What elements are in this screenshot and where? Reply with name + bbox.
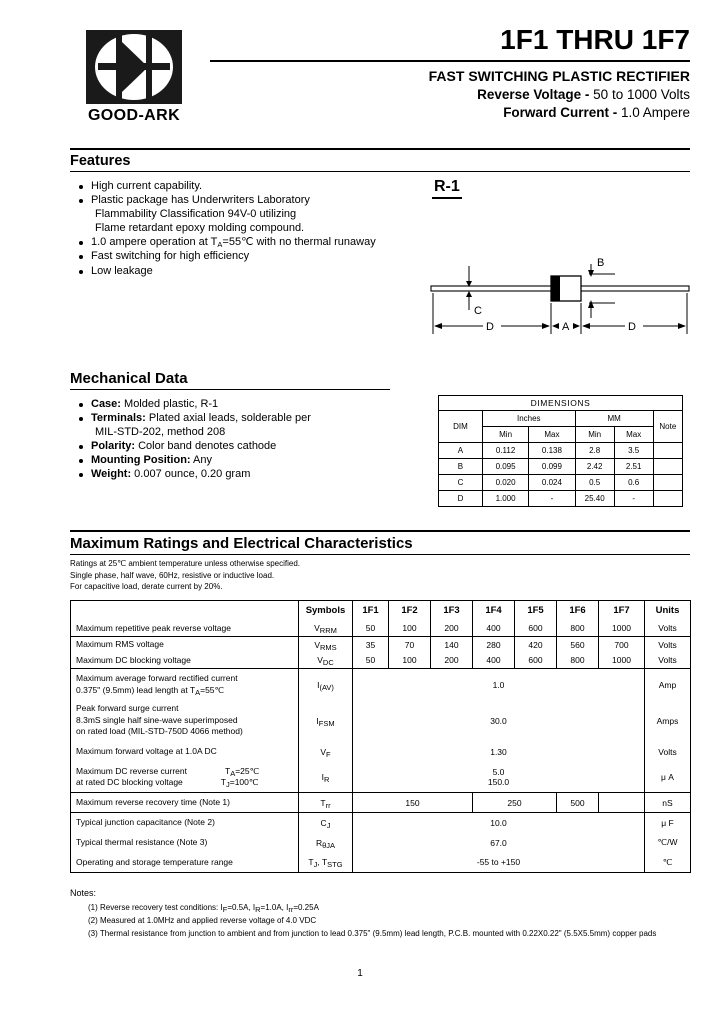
rating-units: Volts — [645, 741, 691, 763]
rating-value-trr-b: 250 — [473, 793, 557, 813]
company-logo — [78, 30, 190, 125]
dim-in-min: 0.095 — [482, 459, 528, 475]
r1-package-svg — [425, 248, 695, 338]
inches-min-header: Min — [482, 427, 528, 443]
dim-name: C — [439, 475, 483, 491]
rating-desc: Maximum reverse recovery time (Note 1) — [71, 793, 299, 813]
dimensions-table — [438, 395, 683, 507]
package-label: R-1 — [432, 178, 462, 199]
mech-label: Case: — [91, 398, 121, 410]
rating-units: μ F — [645, 813, 691, 833]
rating-desc: Typical junction capacitance (Note 2) — [71, 813, 299, 833]
rating-symbol: $I_{(AV)}$ — [299, 669, 353, 701]
rating-value: 1000 — [599, 653, 645, 669]
rating-units: Volts — [645, 653, 691, 669]
mechanical-section — [70, 370, 390, 390]
mm-col-header: MM — [575, 411, 653, 427]
mech-value: Any — [190, 454, 212, 467]
feature-text: High current capability. — [91, 180, 203, 192]
ratings-conditions — [70, 558, 690, 593]
note-item: (3) Thermal resistance from junction to ambient and from junction to lead 0.375" (9.5mm) lead length, P.C.B. mounted with 0.22X0.22" (5.5X5.5mm) copper pads — [88, 929, 657, 938]
list-item — [78, 236, 408, 250]
rating-value: 1.30 — [353, 741, 645, 763]
product-subtitle: FAST SWITCHING PLASTIC RECTIFIER — [428, 68, 690, 84]
forward-current-line — [210, 104, 690, 122]
rating-symbol: $R_{\theta JA}$ — [299, 833, 353, 853]
table-row — [71, 637, 691, 653]
rating-value-100c: 150.0 — [487, 777, 510, 788]
list-item — [78, 265, 408, 279]
rating-symbol: $I_R$ — [299, 763, 353, 793]
rating-value: 400 — [473, 653, 515, 669]
rating-desc: Maximum RMS voltage — [71, 637, 299, 653]
ratings-heading: Maximum Ratings and Electrical Characteristics — [70, 535, 413, 552]
svg-text:A: A — [562, 321, 570, 333]
symbols-header: Symbols — [299, 601, 353, 621]
mechanical-heading: Mechanical Data — [70, 370, 188, 387]
rating-units: ℃/W — [645, 833, 691, 853]
rating-desc: Maximum average forward rectified current 0.375" (9.5mm) lead length at $T_A=55℃$ — [71, 669, 299, 701]
ratings-table — [70, 600, 691, 873]
list-item — [78, 250, 408, 264]
rating-desc-line2: 8.3mS single half sine-wave superimposed — [76, 714, 238, 725]
mech-value: MIL-STD-202, method 208 — [95, 426, 226, 439]
part-header-1f7: 1F7 — [599, 601, 645, 621]
rating-value — [353, 763, 645, 793]
svg-text:B: B — [597, 257, 605, 269]
features-heading: Features — [70, 153, 131, 169]
dim-mm-max: - — [614, 491, 653, 507]
reverse-voltage-label: Reverse Voltage - — [477, 86, 594, 102]
table-row — [439, 443, 683, 459]
list-item — [78, 412, 408, 426]
part-header-1f1: 1F1 — [353, 601, 389, 621]
rating-units: Volts — [645, 621, 691, 637]
feature-text: Fast switching for high efficiency — [91, 250, 250, 263]
rating-value: 800 — [557, 653, 599, 669]
dim-note — [653, 491, 682, 507]
dim-name: B — [439, 459, 483, 475]
forward-current-label: Forward Current - — [503, 105, 621, 121]
rating-value: 400 — [473, 621, 515, 637]
rating-desc: Maximum DC blocking voltage — [71, 653, 299, 669]
rating-symbol: $V_{DC}$ — [299, 653, 353, 669]
rating-desc-line2: at rated DC blocking voltage — [76, 777, 183, 788]
dim-mm-min: 2.8 — [575, 443, 614, 459]
part-header-1f3: 1F3 — [431, 601, 473, 621]
inches-max-header: Max — [529, 427, 575, 443]
feature-text: Flammability Classification 94V-0 utilizing — [95, 208, 297, 221]
dim-note — [653, 475, 682, 491]
features-list — [78, 180, 408, 279]
rating-value: 100 — [389, 621, 431, 637]
dim-mm-min: 2.42 — [575, 459, 614, 475]
table-row — [439, 475, 683, 491]
feature-text: Plastic package has Underwriters Laboratory — [91, 194, 310, 207]
dimensions-title: DIMENSIONS — [439, 396, 683, 411]
header-blank — [71, 601, 299, 621]
page-number: 1 — [357, 968, 363, 979]
header-divider — [210, 60, 690, 62]
mechanical-rule — [70, 389, 390, 390]
dim-mm-min: 25.40 — [575, 491, 614, 507]
table-row — [71, 701, 691, 741]
dim-in-min: 1.000 — [482, 491, 528, 507]
rating-desc: Maximum DC reverse current $T_A=25℃$ at rated DC blocking voltage $T_J=100℃$ — [71, 763, 299, 793]
rating-value: 35 — [353, 637, 389, 653]
ratings-section — [70, 530, 690, 593]
rating-value: 50 — [353, 653, 389, 669]
forward-current-value: 1.0 Ampere — [620, 105, 690, 121]
rating-desc: Maximum forward voltage at 1.0A DC — [71, 741, 299, 763]
rating-value: 420 — [515, 637, 557, 653]
table-row — [439, 491, 683, 507]
mech-value: Color band denotes cathode — [135, 440, 277, 453]
list-item — [78, 222, 408, 236]
note-item: (1) Reverse recovery test conditions: $I_F=0.5A$, $I_R=1.0A$, $I_{rr}=0.25A$ — [88, 903, 319, 914]
rating-value: 200 — [431, 621, 473, 637]
mech-label: Mounting Position: — [91, 454, 191, 467]
table-row — [71, 853, 691, 873]
rating-value: -55 to +150 — [353, 853, 645, 873]
rating-symbol: $T_{rr}$ — [299, 793, 353, 813]
svg-text:C: C — [474, 305, 482, 317]
dim-in-min: 0.020 — [482, 475, 528, 491]
rating-symbol: $V_F$ — [299, 741, 353, 763]
dim-mm-max: 0.6 — [614, 475, 653, 491]
rating-desc — [71, 701, 299, 741]
list-item — [78, 208, 408, 222]
list-item — [78, 454, 408, 468]
rating-value-trr-a: 150 — [353, 793, 473, 813]
list-item — [78, 180, 408, 194]
rating-value: 50 — [353, 621, 389, 637]
rating-value: 700 — [599, 637, 645, 653]
header-titles — [210, 26, 690, 122]
rating-value: 600 — [515, 653, 557, 669]
table-row — [71, 833, 691, 853]
table-row — [71, 669, 691, 701]
rating-value: 560 — [557, 637, 599, 653]
rating-units: nS — [645, 793, 691, 813]
company-name: GOOD-ARK — [87, 107, 181, 124]
rating-units: μ A — [645, 763, 691, 793]
rating-desc-line1: Peak forward surge current — [76, 703, 179, 714]
features-section — [70, 148, 690, 172]
mech-value: 0.007 ounce, 0.20 gram — [131, 468, 251, 481]
dim-name: D — [439, 491, 483, 507]
features-bottom-rule — [70, 171, 690, 172]
condition-line: Ratings at 25℃ ambient temperature unless otherwise specified. — [70, 559, 300, 568]
notes-section — [70, 888, 690, 940]
rating-units: Amps — [645, 701, 691, 741]
list-item — [78, 398, 408, 412]
rating-units: ℃ — [645, 853, 691, 873]
page-title: 1F1 THRU 1F7 — [500, 24, 690, 55]
table-row — [71, 601, 691, 621]
rating-desc-line3: on rated load (MIL-STD-750D 4066 method) — [76, 726, 243, 737]
dim-in-max: - — [529, 491, 575, 507]
units-header: Units — [645, 601, 691, 621]
rating-value: 30.0 — [353, 701, 645, 741]
mm-min-header: Min — [575, 427, 614, 443]
rating-desc-line1: Maximum DC reverse current — [76, 765, 187, 776]
part-header-1f6: 1F6 — [557, 601, 599, 621]
page-header — [70, 26, 690, 141]
table-row — [439, 396, 683, 411]
dim-col-header: DIM — [439, 411, 483, 443]
good-ark-diode-logo-icon — [86, 30, 182, 104]
table-row — [71, 763, 691, 793]
dim-in-max: 0.138 — [529, 443, 575, 459]
dim-in-min: 0.112 — [482, 443, 528, 459]
rating-symbol: $V_{RRM}$ — [299, 621, 353, 637]
mech-value: Plated axial leads, solderable per — [145, 412, 311, 425]
rating-desc: Typical thermal resistance (Note 3) — [71, 833, 299, 853]
rating-symbol: $V_{RMS}$ — [299, 637, 353, 653]
rating-symbol: $I_{FSM}$ — [299, 701, 353, 741]
rating-value-25c: 5.0 — [492, 767, 505, 778]
rating-units: Amp — [645, 669, 691, 701]
table-row — [439, 411, 683, 427]
rating-value: 10.0 — [353, 813, 645, 833]
svg-text:D: D — [628, 321, 636, 333]
condition-line: For capacitive load, derate current by 20%. — [70, 582, 223, 591]
dim-in-max: 0.024 — [529, 475, 575, 491]
rating-desc: Maximum repetitive peak reverse voltage — [71, 621, 299, 637]
mm-max-header: Max — [614, 427, 653, 443]
ratings-rule — [70, 554, 690, 555]
note-col-header: Note — [653, 411, 682, 443]
mech-label: Polarity: — [91, 440, 136, 453]
rating-symbol: $C_J$ — [299, 813, 353, 833]
rating-units: Volts — [645, 637, 691, 653]
notes-heading: Notes: — [70, 888, 97, 898]
list-item — [78, 194, 408, 208]
rating-value: 800 — [557, 621, 599, 637]
rating-desc-line1: Maximum average forward rectified current — [76, 673, 238, 684]
rating-value: 200 — [431, 653, 473, 669]
feature-text: Low leakage — [91, 264, 153, 277]
reverse-voltage-line — [210, 86, 690, 104]
reverse-voltage-value: 50 to 1000 Volts — [593, 86, 690, 102]
dim-mm-min: 0.5 — [575, 475, 614, 491]
ratings-table-wrap — [70, 600, 691, 873]
mechanical-list — [78, 398, 408, 483]
rating-value: 600 — [515, 621, 557, 637]
table-row — [71, 813, 691, 833]
table-row — [71, 621, 691, 637]
dim-in-max: 0.099 — [529, 459, 575, 475]
table-row — [71, 741, 691, 763]
dim-name: A — [439, 443, 483, 459]
rating-value: 67.0 — [353, 833, 645, 853]
rating-value: 1.0 — [353, 669, 645, 701]
rating-value-trr-c: 500 — [557, 793, 599, 813]
list-item — [78, 426, 408, 440]
table-row — [71, 653, 691, 669]
part-header-1f4: 1F4 — [473, 601, 515, 621]
rating-symbol: $T_J$, $T_{STG}$ — [299, 853, 353, 873]
dim-note — [653, 443, 682, 459]
rating-value: 140 — [431, 637, 473, 653]
dim-mm-max: 3.5 — [614, 443, 653, 459]
rating-value: 70 — [389, 637, 431, 653]
dim-mm-max: 2.51 — [614, 459, 653, 475]
dim-note — [653, 459, 682, 475]
rating-value-trr-blank — [599, 793, 645, 813]
dimensions-table-wrap — [438, 395, 683, 507]
package-outline-drawing — [425, 248, 695, 338]
mech-value: Molded plastic, R-1 — [120, 398, 219, 410]
mech-label: Terminals: — [91, 412, 146, 425]
rating-desc: Operating and storage temperature range — [71, 853, 299, 873]
list-item — [78, 440, 408, 454]
inches-col-header: Inches — [482, 411, 575, 427]
rating-value: 280 — [473, 637, 515, 653]
table-row — [439, 459, 683, 475]
feature-text: Flame retardant epoxy molding compound. — [95, 222, 305, 235]
part-header-1f2: 1F2 — [389, 601, 431, 621]
mech-label: Weight: — [91, 468, 132, 481]
condition-line: Single phase, half wave, 60Hz, resistive or inductive load. — [70, 570, 275, 580]
note-item: (2) Measured at 1.0MHz and applied reverse voltage of 4.0 VDC — [88, 916, 317, 925]
table-row — [71, 793, 691, 813]
svg-text:D: D — [486, 321, 494, 333]
feature-text: 1.0 ampere operation at $T_A=55℃$ with no thermal runaway — [91, 236, 376, 250]
list-item — [78, 468, 408, 482]
rating-value: 1000 — [599, 621, 645, 637]
rating-value: 100 — [389, 653, 431, 669]
part-header-1f5: 1F5 — [515, 601, 557, 621]
